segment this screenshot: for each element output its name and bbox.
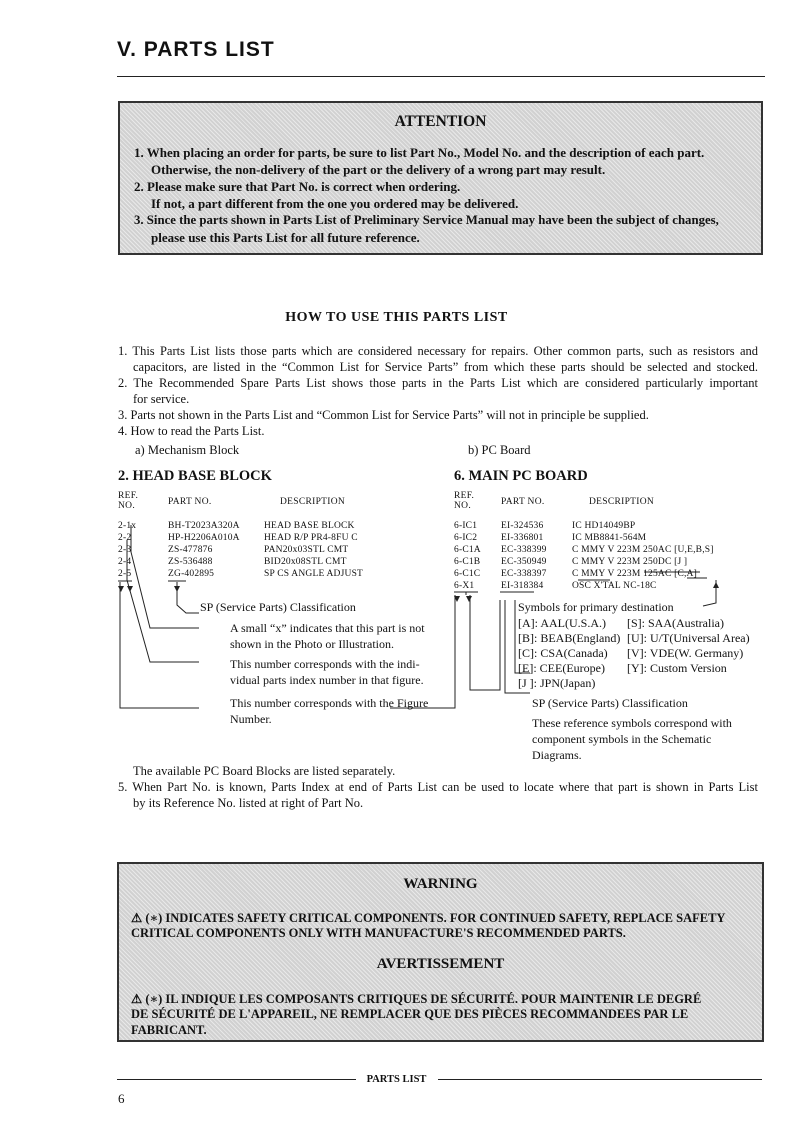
note-index-1: This number corresponds with the indi- — [230, 657, 420, 671]
attention-line: 3. Since the parts shown in Parts List of Preliminary Service Manual may have been the subject of changes, — [134, 213, 719, 227]
desc-cell: C MMY V 223M 250DC [J ] — [572, 557, 688, 567]
desc-cell: OSC X'TAL NC-18C — [572, 581, 657, 591]
instruction-1-cont: capacitors, are listed in the “Common List for Service Parts” from which these parts should be selected and stocked. — [133, 360, 758, 374]
desc-cell: C MMY V 223M 250AC [U,E,B,S] — [572, 545, 714, 555]
part-cell: EI-318384 — [501, 581, 544, 591]
ref-cell: 6-IC2 — [454, 533, 478, 543]
ref-cell: 6-IC1 — [454, 521, 478, 531]
ref-cell: 2-3 — [118, 545, 132, 555]
warning-line: DE SÉCURITÉ DE L'APPAREIL, NE REMPLACER QUE DES PIÈCES RECOMMANDEES PAR LE — [131, 1007, 689, 1021]
howto-heading: HOW TO USE THIS PARTS LIST — [285, 310, 508, 325]
head-base-title: 2. HEAD BASE BLOCK — [118, 468, 272, 484]
dest-s: [S]: SAA(Australia) — [627, 616, 724, 630]
instruction-3: 3. Parts not shown in the Parts List and “Common List for Service Parts” will not in principle be supplied. — [118, 408, 649, 422]
note-sp: SP (Service Parts) Classification — [200, 600, 356, 614]
page-number: 6 — [118, 1091, 125, 1106]
instruction-2-cont: for service. — [133, 392, 190, 406]
attention-line: Otherwise, the non-delivery of the part or the delivery of a wrong part may result. — [151, 162, 606, 177]
ref-cell: 2-5 — [118, 569, 132, 579]
note-ref-3: Diagrams. — [532, 748, 582, 762]
instruction-5-cont: by its Reference No. listed at right of Part No. — [133, 796, 364, 810]
instruction-4: 4. How to read the Parts List. — [118, 424, 265, 438]
page-title: V. PARTS LIST — [117, 38, 275, 61]
dest-v: [V]: VDE(W. Germany) — [627, 646, 744, 660]
desc-cell: SP CS ANGLE ADJUST — [264, 569, 364, 579]
main-pc-table — [454, 522, 764, 598]
dest-u: [U]: U/T(Universal Area) — [627, 631, 750, 645]
footer-label: PARTS LIST — [366, 1074, 427, 1085]
warning-line: ⚠ (∗) INDICATES SAFETY CRITICAL COMPONENTS. FOR CONTINUED SAFETY, REPLACE SAFETY — [131, 911, 726, 925]
note-index-2: vidual parts index number in that figure. — [230, 673, 424, 687]
col-ref-no: REF. NO. — [118, 491, 139, 511]
sub-b-label: b) PC Board — [468, 443, 531, 457]
col-description: DESCRIPTION — [280, 497, 346, 507]
warning-heading: WARNING — [403, 876, 478, 892]
ref-cell: 2-4 — [118, 557, 132, 567]
part-cell: ZS-536488 — [168, 557, 213, 567]
note-figure-1: This number corresponds with the Figure — [230, 696, 429, 710]
ref-cell: 2-2 — [118, 533, 132, 543]
part-cell: HP-H2206A010A — [168, 533, 240, 543]
pc-board-note: The available PC Board Blocks are listed separately. — [133, 764, 396, 778]
part-cell: ZS-477876 — [168, 545, 213, 555]
ref-cell: 6-C1C — [454, 569, 481, 579]
part-cell: EI-324536 — [501, 521, 544, 531]
col-ref-no: REF. NO. — [454, 491, 475, 511]
desc-cell: C MMY V 223M 125AC [C,A] — [572, 569, 697, 579]
part-cell: EC-338399 — [501, 545, 547, 555]
warning-line: CRITICAL COMPONENTS ONLY WITH MANUFACTURE'S RECOMMENDED PARTS. — [131, 926, 626, 940]
dest-e: [E]: CEE(Europe) — [518, 661, 605, 675]
attention-line: 2. Please make sure that Part No. is correct when ordering. — [134, 179, 461, 194]
dest-j: [J ]: JPN(Japan) — [518, 676, 596, 690]
part-cell: ZG-402895 — [168, 569, 215, 579]
part-cell: EC-338397 — [501, 569, 547, 579]
attention-heading: ATTENTION — [394, 113, 487, 130]
dest-c: [C]: CSA(Canada) — [518, 646, 608, 660]
desc-cell: HEAD BASE BLOCK — [264, 521, 355, 531]
warning-line: FABRICANT. — [131, 1023, 207, 1037]
ref-cell: 6-C1B — [454, 557, 481, 567]
note-sp-main: SP (Service Parts) Classification — [532, 696, 688, 710]
note-x-1: A small “x” indicates that this part is not — [230, 621, 425, 635]
part-cell: EI-336801 — [501, 533, 544, 543]
note-x-2: shown in the Photo or Illustration. — [230, 637, 394, 651]
ref-cell: 2-1x — [118, 521, 137, 531]
ref-cell: 6-X1 — [454, 581, 475, 591]
instruction-1: 1. This Parts List lists those parts which are considered necessary for repairs. Other common parts, such as resistors and — [118, 344, 758, 358]
attention-line: If not, a part different from the one you ordered may be delivered. — [151, 196, 519, 211]
attention-line: please use this Parts List for all future reference. — [151, 230, 420, 245]
main-pc-title: 6. MAIN PC BOARD — [454, 468, 588, 484]
col-part-no: PART NO. — [501, 497, 545, 507]
desc-cell: IC HD14049BP — [572, 521, 636, 531]
part-cell: BH-T2023A320A — [168, 521, 240, 531]
instruction-5: 5. When Part No. is known, Parts Index at end of Parts List can be used to locate where that part is shown in Parts List — [118, 780, 758, 794]
note-figure-2: Number. — [230, 712, 272, 726]
dest-y: [Y]: Custom Version — [627, 661, 727, 675]
warning-line: ⚠ (∗) IL INDIQUE LES COMPOSANTS CRITIQUES DE SÉCURITÉ. POUR MAINTENIR LE DEGRÉ — [131, 992, 702, 1006]
attention-line: 1. When placing an order for parts, be sure to list Part No., Model No. and the description of each part. — [134, 145, 705, 160]
note-destination: Symbols for primary destination — [518, 600, 674, 614]
desc-cell: PAN20x03STL CMT — [264, 545, 349, 555]
avertissement-heading: AVERTISSEMENT — [376, 956, 505, 972]
sub-a-label: a) Mechanism Block — [135, 443, 240, 457]
col-description: DESCRIPTION — [589, 497, 655, 507]
dest-b: [B]: BEAB(England) — [518, 631, 621, 645]
note-ref-1: These reference symbols correspond with — [532, 716, 732, 730]
ref-cell: 6-C1A — [454, 545, 481, 555]
desc-cell: BID20x08STL CMT — [264, 557, 347, 567]
part-cell: EC-350949 — [501, 557, 547, 567]
desc-cell: IC MB8841-564M — [572, 533, 647, 543]
dest-a: [A]: AAL(U.S.A.) — [518, 616, 606, 630]
warning-box — [117, 862, 764, 1042]
instruction-2: 2. The Recommended Spare Parts List shows those parts in the Parts List which are considered particularly important — [118, 376, 758, 390]
desc-cell: HEAD R/P PR4-8FU C — [264, 533, 358, 543]
col-part-no: PART NO. — [168, 497, 212, 507]
note-ref-2: component symbols in the Schematic — [532, 732, 712, 746]
